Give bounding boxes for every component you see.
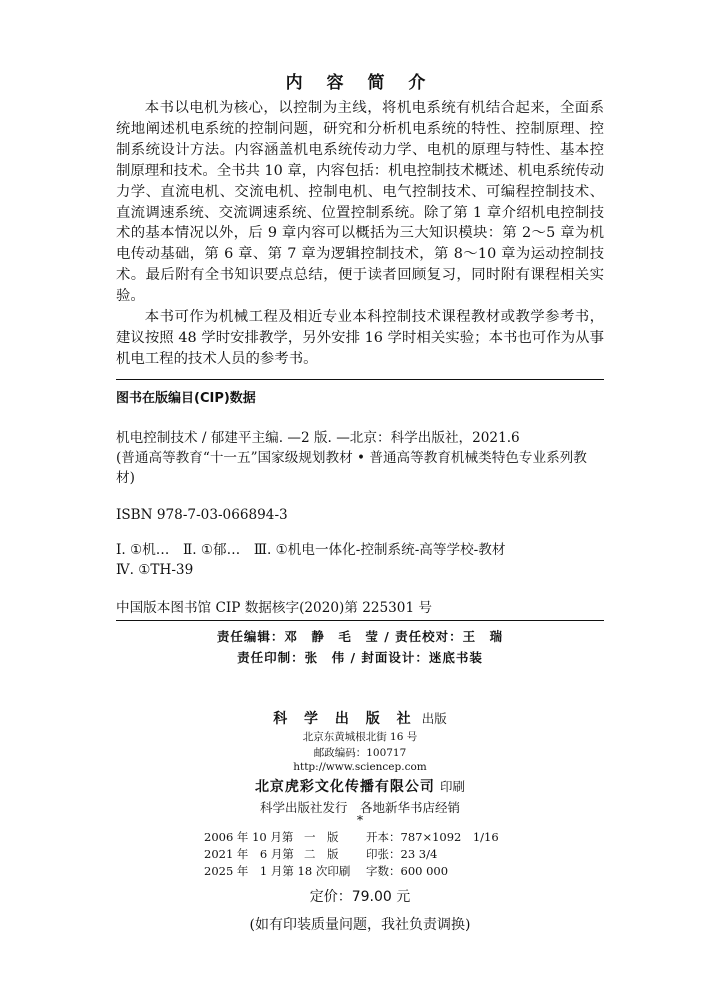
separator-star: *: [356, 812, 364, 827]
publisher-block: [0, 708, 720, 728]
price: 定价：79.00 元: [309, 889, 411, 905]
printer-name: 北京虎彩文化传播有限公司: [254, 779, 435, 795]
intro-title: 内 容 简 介: [285, 73, 435, 93]
cip-classification-line: Ⅰ. ①机… Ⅱ. ①郁… Ⅲ. ①机电一体化-控制系统-高等学校-教材: [116, 542, 506, 558]
edition-spec: 印张：23 3/4: [366, 847, 438, 861]
edition-spec: 字数：600 000: [366, 864, 449, 878]
edition-row: [204, 846, 499, 863]
cip-number: 中国版本图书馆 CIP 数据核字(2020)第 225301 号: [116, 600, 433, 616]
cip-classification: [116, 540, 604, 580]
editors-line: 责任印制：张 伟 / 封面设计：迷底书装: [237, 650, 483, 665]
cip-isbn: ISBN 978-7-03-066894-3: [116, 507, 288, 523]
edition-row: [204, 863, 499, 880]
cip-series-line: (普通高等教育“十一五”国家级规划教材 • 普通高等教育机械类特色专业系列教材): [116, 450, 587, 486]
distribution-line: 科学出版社发行 各地新华书店经销: [259, 800, 460, 815]
intro-paragraph: 本书以电机为核心，以控制为主线，将机电系统有机结合起来，全面系统地阐述机电系统的控制问题，研究和分析机电系统的特性、控制原理、控制系统设计方法。内容涵盖机电系统传动力学、电机的原理与特性、基本控制原理和技术。全书共 10 章，内容包括：机电控制技术概述、机电系统传动力学、直流电机、交流电机、控制电机、电气控制技术、可编程控制技术、直流调速系统、交流调速系统、位置控制系统。除了第 1 章介绍机电控制技术的基本情况以外，后 9 章内容可以概括为三大知识模块：第 2～5 章为机电传动基础，第 6 章、第 7 章为逻辑控制技术，第 8～10 章为运动控制技术。最后附有全书知识要点总结，便于读者回顾复习，同时附有课程相关实验。: [116, 100, 604, 305]
editors-line: 责任编辑：邓 静 毛 莹 / 责任校对：王 瑞: [216, 629, 504, 644]
quality-notice: (如有印装质量问题，我社负责调换): [249, 917, 471, 933]
cip-book-line: 机电控制技术 / 郁建平主编. —2 版. —北京：科学出版社，2021.6: [116, 430, 520, 446]
edition-row: [204, 829, 499, 846]
intro-paragraph: 本书可作为机械工程及相近专业本科控制技术课程教材或教学参考书，建议按照 48 学时安排教学，另外安排 16 学时相关实验；本书也可作为从事机电工程的技术人员的参考书。: [116, 309, 604, 367]
cip-book-info: [116, 428, 604, 488]
edition-date: 2025 年 1 月第 18 次印刷: [204, 864, 351, 878]
publisher-address: 北京东黄城根北街 16 号: [302, 731, 418, 743]
publisher-suffix: 出版: [421, 711, 447, 726]
edition-label: 一 版: [304, 830, 339, 844]
edition-table: [204, 829, 499, 880]
divider-bottom: [116, 620, 604, 621]
edition-date: 2021 年 6 月第: [204, 847, 294, 861]
edition-spec: 开本：787×1092 1/16: [366, 830, 499, 844]
publisher-website: http://www.sciencep.com: [293, 761, 427, 773]
publisher-postcode: 邮政编码：100717: [313, 747, 407, 759]
cip-classification-line: Ⅳ. ①TH-39: [116, 562, 194, 578]
intro-body: [116, 98, 604, 370]
printer-block: [0, 776, 720, 796]
edition-date: 2006 年 10 月第: [204, 830, 294, 844]
printer-suffix: 印刷: [440, 779, 466, 794]
cip-heading: 图书在版编目(CIP)数据: [116, 391, 256, 406]
publisher-name: 科 学 出 版 社: [273, 711, 417, 727]
edition-label: 二 版: [304, 847, 339, 861]
divider-top: [116, 379, 604, 380]
